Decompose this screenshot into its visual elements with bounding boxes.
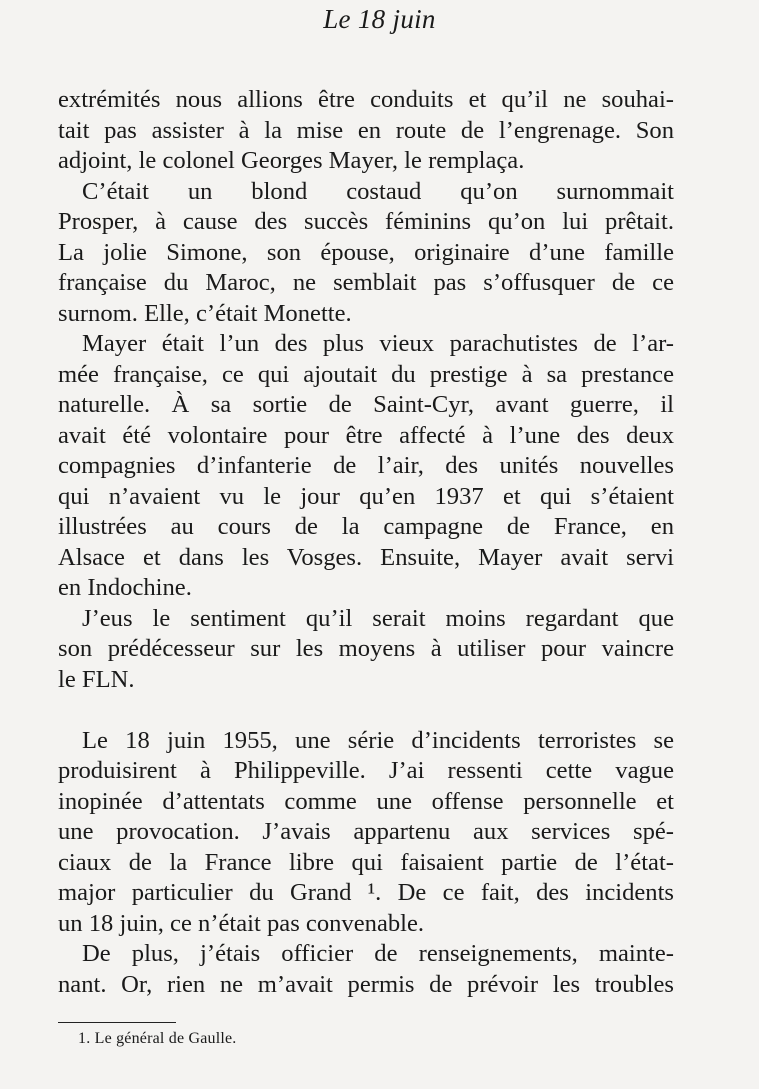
text-line: nant. Or, rien ne m’avait permis de prévoir les troubles (58, 970, 674, 998)
text-line: une provocation. J’avais appartenu aux services spé- (58, 818, 674, 845)
running-title: Le 18 juin (323, 4, 436, 34)
text-line: son prédécesseur sur les moyens à utiliser pour vaincre (58, 635, 674, 662)
paragraph-gap (58, 695, 674, 726)
text-line: major particulier du Grand ¹. De ce fait, des incidents (58, 879, 674, 906)
text-line: un 18 juin, ce n’était pas convenable. (58, 909, 425, 937)
text-line: naturelle. À sa sortie de Saint-Cyr, avant guerre, il (58, 391, 674, 418)
body-text (58, 85, 674, 1000)
text-line: produisirent à Philippeville. J’ai ressenti cette vague (58, 757, 674, 784)
text-line: J’eus le sentiment qu’il serait moins regardant que (82, 604, 674, 632)
text-line: Prosper, à cause des succès féminins qu’on lui prêtait. (58, 208, 674, 235)
text-line: Le 18 juin 1955, une série d’incidents terroristes se (82, 726, 674, 754)
text-line: avait été volontaire pour être affecté à l’une des deux (58, 421, 674, 449)
text-line: ciaux de la France libre qui faisaient partie de l’état- (58, 848, 674, 876)
text-line: La jolie Simone, son épouse, originaire d’une famille (58, 238, 674, 266)
text-line: De plus, j’étais officier de renseignements, mainte- (82, 940, 674, 967)
text-line: française du Maroc, ne semblait pas s’offusquer de ce (58, 269, 674, 296)
text-line: adjoint, le colonel Georges Mayer, le remplaça. (58, 147, 525, 174)
text-line: C’était un blond costaud qu’on surnommait (82, 177, 674, 205)
text-line: tait pas assister à la mise en route de l’engrenage. Son (58, 116, 674, 144)
text-line: inopinée d’attentats comme une offense personnelle et (58, 787, 674, 815)
text-line: compagnies d’infanterie de l’air, des unités nouvelles (58, 452, 674, 479)
text-line: en Indochine. (58, 574, 192, 601)
text-line: illustrées au cours de la campagne de France, en (58, 513, 674, 540)
footnote: 1. Le général de Gaulle. (78, 1030, 237, 1047)
text-line: Alsace et dans les Vosges. Ensuite, Mayer avait servi (58, 543, 674, 571)
text-line: Mayer était l’un des plus vieux parachutistes de l’ar- (82, 330, 674, 357)
text-line: extrémités nous allions être conduits et qu’il ne souhai- (58, 86, 674, 113)
text-line: le FLN. (58, 665, 135, 693)
text-line: mée française, ce qui ajoutait du prestige à sa prestance (58, 360, 674, 388)
footnote-rule (58, 1022, 176, 1023)
text-line: surnom. Elle, c’était Monette. (58, 299, 352, 327)
text-line: qui n’avaient vu le jour qu’en 1937 et qui s’étaient (58, 482, 674, 510)
